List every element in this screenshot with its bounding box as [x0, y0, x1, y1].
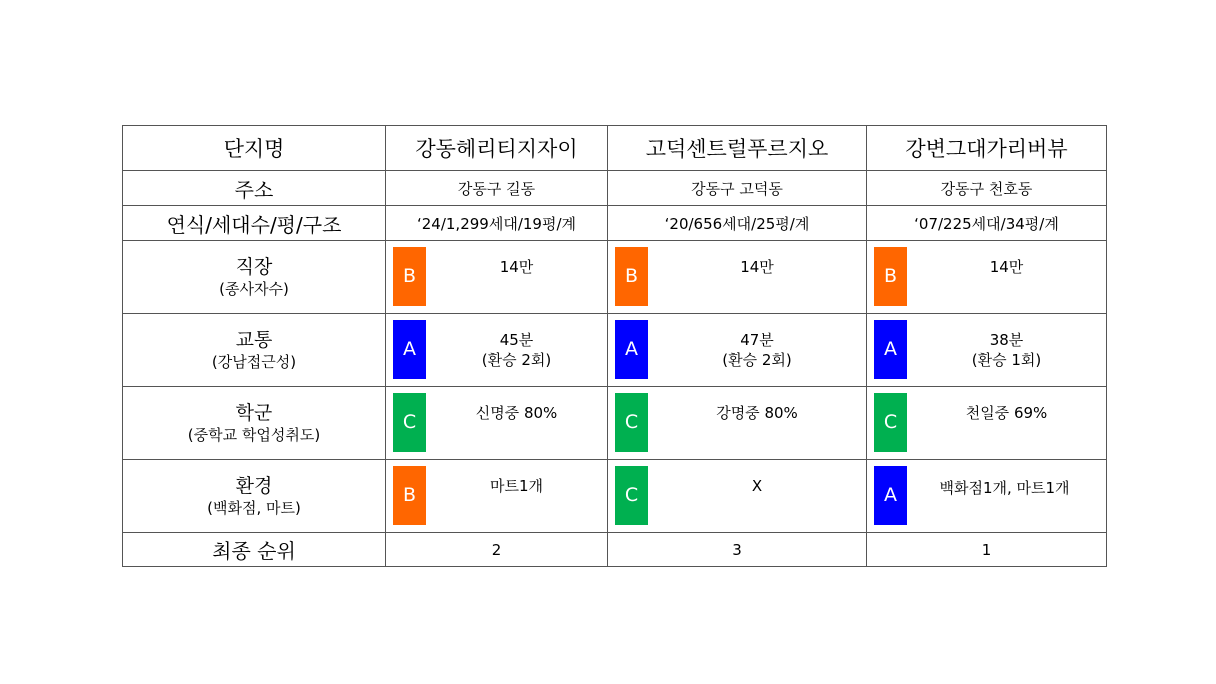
grade-value: 14만: [499, 258, 534, 276]
criterion-row-environment: [123, 460, 1107, 533]
criterion-sublabel: (종사자수): [219, 280, 289, 298]
rank-value: 3: [732, 541, 742, 559]
address-label-cell: [123, 171, 386, 206]
rank-label: 최종 순위: [212, 539, 296, 563]
grade-badge: B: [393, 466, 426, 525]
rank-row: [123, 533, 1107, 567]
address-cell: [608, 171, 867, 206]
header-row: [123, 126, 1107, 171]
grade-badge: A: [874, 466, 907, 525]
rank-cell: [608, 533, 867, 567]
grade-cell: [608, 241, 867, 314]
address-label: 주소: [234, 177, 274, 202]
grade-detail: (환승 1회): [971, 351, 1042, 369]
info-label: 연식/세대수/평/구조: [166, 212, 342, 237]
grade-badge: C: [615, 393, 648, 452]
criterion-label: 교통: [235, 329, 273, 351]
address-value: 강동구 길동: [457, 179, 536, 198]
grade-badge: B: [874, 247, 907, 306]
grade-cell: [386, 241, 608, 314]
grade-value: 38분: [989, 331, 1024, 349]
grade-badge: A: [874, 320, 907, 379]
complex-name-cell: [386, 126, 608, 171]
address-cell: [867, 171, 1107, 206]
grade-value: 45분: [499, 331, 534, 349]
grade-value: 14만: [740, 258, 774, 276]
rank-value: 2: [491, 541, 502, 559]
criterion-sublabel: (강남접근성): [211, 353, 297, 371]
criterion-sublabel: (중학교 학업성취도): [187, 426, 321, 444]
address-value: 강동구 천호동: [940, 179, 1033, 198]
complex-name: 강변그대가리버뷰: [905, 137, 1068, 161]
info-cell: [867, 206, 1107, 241]
criterion-label-cell: [123, 314, 386, 387]
grade-value: 47분: [740, 331, 774, 349]
grade-value: 강명중 80%: [716, 404, 798, 422]
grade-badge: C: [615, 466, 648, 525]
header-label-cell: [123, 126, 386, 171]
grade-value: 백화점1개, 마트1개: [939, 479, 1070, 497]
grade-badge: A: [615, 320, 648, 379]
comparison-table: [122, 125, 1107, 567]
grade-cell: [867, 460, 1107, 533]
address-value: 강동구 고덕동: [691, 179, 783, 198]
grade-cell: [386, 387, 608, 460]
criterion-label: 환경: [235, 475, 273, 497]
criterion-row-job: [123, 241, 1107, 314]
info-label-cell: [123, 206, 386, 241]
rank-cell: [867, 533, 1107, 567]
complex-name-cell: [867, 126, 1107, 171]
grade-cell: [608, 387, 867, 460]
grade-badge: A: [393, 320, 426, 379]
criterion-label-cell: [123, 241, 386, 314]
grade-cell: [386, 314, 608, 387]
grade-badge: C: [874, 393, 907, 452]
grade-badge: C: [393, 393, 426, 452]
grade-value: 신명중 80%: [475, 404, 558, 422]
address-cell: [386, 171, 608, 206]
grade-badge: B: [393, 247, 426, 306]
grade-cell: [608, 314, 867, 387]
grade-detail: (환승 2회): [481, 351, 552, 369]
address-row: [123, 171, 1107, 206]
grade-cell: [386, 460, 608, 533]
info-value: ‘20/656세대/25평/계: [664, 214, 810, 233]
grade-value: 천일중 69%: [965, 404, 1048, 422]
rank-cell: [386, 533, 608, 567]
info-cell: [386, 206, 608, 241]
grade-cell: [867, 387, 1107, 460]
criterion-row-transport: [123, 314, 1107, 387]
criterion-label-cell: [123, 460, 386, 533]
grade-value: 마트1개: [489, 477, 543, 495]
grade-badge: B: [615, 247, 648, 306]
grade-cell: [867, 241, 1107, 314]
info-value: ‘24/1,299세대/19평/계: [416, 214, 576, 233]
criterion-label-cell: [123, 387, 386, 460]
grade-cell: [867, 314, 1107, 387]
info-value: ‘07/225세대/34평/계: [914, 214, 1059, 233]
criterion-label: 직장: [235, 256, 273, 278]
complex-name: 강동헤리티지자이: [415, 137, 578, 161]
criterion-row-school: [123, 387, 1107, 460]
grade-cell: [608, 460, 867, 533]
complex-name-cell: [608, 126, 867, 171]
criterion-label: 학군: [235, 402, 273, 424]
grade-value: X: [751, 477, 763, 495]
criterion-sublabel: (백화점, 마트): [207, 499, 301, 517]
rank-label-cell: [123, 533, 386, 567]
header-label: 단지명: [223, 137, 285, 161]
info-cell: [608, 206, 867, 241]
grade-value: 14만: [989, 258, 1024, 276]
rank-value: 1: [981, 541, 992, 559]
grade-detail: (환승 2회): [722, 351, 792, 369]
complex-name: 고덕센트럴푸르지오: [645, 137, 829, 161]
info-row: [123, 206, 1107, 241]
